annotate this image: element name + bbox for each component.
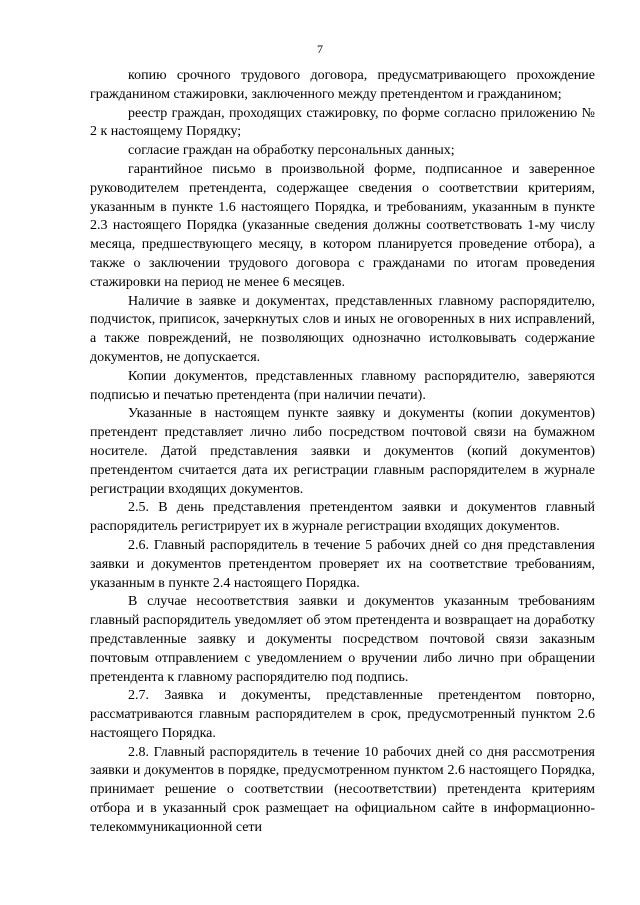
paragraph-employment-contract-copy: копию срочного трудового договора, предусматривающего прохождение гражданином стажировки, заключенного между претендентом и гражданином; <box>90 68 595 102</box>
paragraph-trainee-registry: реестр граждан, проходящих стажировку, по форме согласно приложению № 2 к настоящему Порядку; <box>90 105 595 140</box>
page-number: 7 <box>317 42 323 56</box>
paragraph-personal-data-consent: согласие граждан на обработку персональных данных; <box>128 143 455 159</box>
document-body <box>90 67 595 838</box>
paragraph-guarantee-letter: гарантийное письмо в произвольной форме, подписанное и заверенное руководителем претендента, содержащее сведения о соответствии критериям, указанным в пункте 1.6 настоящего Порядка, и требованиям, указанным в пункте 2.3 настоящего Порядка (указанные сведения должны соответствовать 1-му числу месяца, предшествующего месяцу, в котором планируется проведение отбора), а также о заключении трудового договора с гражданами по итогам проведения стажировки на период не менее 6 месяцев. <box>90 161 595 290</box>
paragraph-2-6: 2.6. Главный распорядитель в течение 5 рабочих дней со дня представления заявки и документов претендентом проверяет их на соответствие требованиям, указанным в пункте 2.4 настоящего Порядка. <box>90 537 595 591</box>
paragraph-2-7: 2.7. Заявка и документы, представленные претендентом повторно, рассматриваются главным распорядителем в срок, предусмотренный пунктом 2.6 настоящего Порядка. <box>90 688 595 741</box>
paragraph-submission-method: Указанные в настоящем пункте заявку и документы (копии документов) претендент представляет лично либо посредством почтовой связи на бумажном носителе. Датой представления заявки и документов (копий документов) претендентом считается дата их регистрации главным распорядителем в журнале регистрации входящих документов. <box>90 406 595 497</box>
paragraph-2-8: 2.8. Главный распорядитель в течение 10 рабочих дней со дня рассмотрения заявки и документов в порядке, предусмотренном пунктом 2.6 настоящего Порядка, принимает решение о соответствии (несоответствии) претендента критериям отбора и в указанный срок размещает на официальном сайте в информационно-телекоммуникационной сети <box>90 744 595 835</box>
paragraph-no-corrections: Наличие в заявке и документах, представленных главному распорядителю, подчисток, приписок, зачеркнутых слов и иных не оговоренных в них исправлений, а также повреждений, не позволяющих однозначно истолковывать содержание документов, не допускается. <box>90 293 595 365</box>
paragraph-2-5: 2.5. В день представления претендентом заявки и документов главный распорядитель регистрирует их в журнале регистрации входящих документов. <box>90 500 595 535</box>
paragraph-noncompliance: В случае несоответствия заявки и документов указанным требованиям главный распорядитель уведомляет об этом претендента и возвращает на доработку представленные заявку и документы посредством почтовой связи заказным почтовым отправлением с уведомлением о вручении либо лично при обращении претендента к главному распорядителю под подпись. <box>90 594 595 685</box>
paragraph-copies-certified: Копии документов, представленных главному распорядителю, заверяются подписью и печатью претендента (при наличии печати). <box>90 368 595 403</box>
